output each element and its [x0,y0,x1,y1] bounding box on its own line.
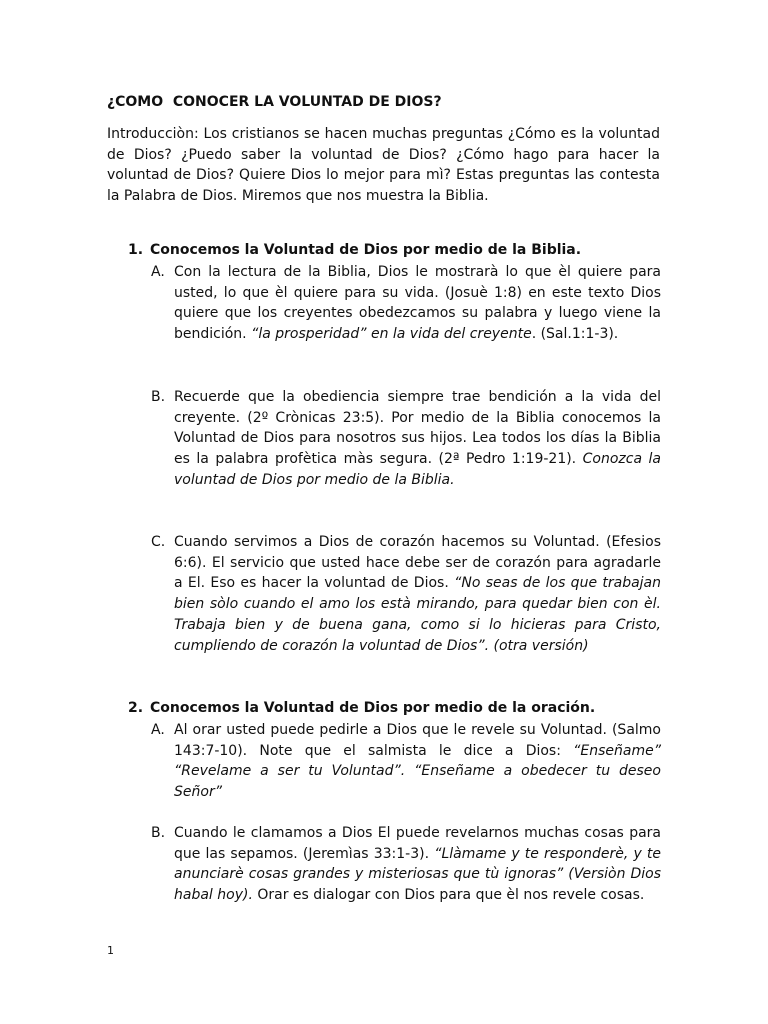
item-letter: A. [151,264,165,280]
item-body [174,823,661,906]
item-text: Recuerde que la obediencia siempre trae bendición a la vida del creyente. (2º Crònicas 23:5). Por medio de la Biblia conocemos la Voluntad de Dios para nosotros sus hijos. Lea todos los días la Biblia es la palabra profètica màs segura. (2ª Pedro 1:19-21). [174,389,661,468]
item-text-after: . (Sal.1:1-3). [531,326,619,343]
item-quote: Conozca la voluntad de Dios por medio de la Biblia. [174,451,661,488]
section-number: 2. [128,700,144,716]
item-body [174,387,661,491]
intro-paragraph [107,124,660,207]
item-text: Cuando le clamamos a Dios El puede revelarnos muchas cosas para que las sepamos. (Jeremìas 33:1-3). [174,825,661,862]
item-body [174,532,661,656]
item-text: Con la lectura de la Biblia, Dios le mostrarà lo que èl quiere para usted, lo que èl quiere para su vida. (Josuè 1:8) en este texto Dios quiere que los creyentes obedezcamos su palabra y luego viene la bendición. [174,264,661,343]
item-letter: B. [151,389,166,405]
intro-label: Introducciòn: [107,126,199,142]
page-number: 1 [107,944,114,957]
section-heading-text: Conocemos la Voluntad de Dios por medio de la Biblia. [150,242,582,258]
item-letter: C. [151,534,166,550]
intro-text: Los cristianos se hacen muchas preguntas ¿Cómo es la voluntad de Dios? ¿Puedo saber la voluntad de Dios? ¿Cómo hago para hacer la voluntad de Dios? Quiere Dios lo mejor para mì? Estas preguntas las contesta la Palabra de Dios. Miremos que nos muestra la Biblia. [107,126,660,205]
item-quote: “Llàmame y te responderè, y te anunciarè cosas grandes y misteriosas que tù ignoras” (Versiòn Dios habal hoy). [174,845,662,904]
item-body [174,720,661,803]
section-2-item-a [151,720,661,803]
item-letter: B. [151,825,166,841]
item-text-after: Orar es dialogar con Dios para que èl nos revele cosas. [252,887,645,904]
item-letter: A. [151,722,165,738]
section-number: 1. [128,242,144,258]
section-1-heading [128,240,668,260]
page-title: ¿COMO CONOCER LA VOLUNTAD DE DIOS? [107,94,442,110]
section-2-item-b [151,823,661,906]
section-1-item-a [151,262,661,345]
item-text: Al orar usted puede pedirle a Dios que le revele su Voluntad. (Salmo 143:7-10). Note que el salmista le dice a Dios: [174,722,661,759]
item-quote: “No seas de los que trabajan bien sòlo cuando el amo los està mirando, para quedar bien con èl. Trabaja bien y de buena gana, como si lo hicieras para Cristo, cumpliendo de corazón la voluntad de Dios”. (otra versión) [174,575,661,654]
item-body [174,262,661,345]
item-text: Cuando servimos a Dios de corazón hacemos su Voluntad. (Efesios 6:6). El servicio que usted hace debe ser de corazón para agradarle a El. Eso es hacer la voluntad de Dios. [174,534,661,592]
item-quote: “la prosperidad” en la vida del creyente [251,326,532,343]
section-2-heading [128,698,668,718]
item-quote: “Enseñame” “Revelame a ser tu Voluntad”. “Enseñame a obedecer tu deseo Señor” [174,742,661,801]
section-heading-text: Conocemos la Voluntad de Dios por medio de la oración. [150,700,596,716]
section-1-item-b [151,387,661,491]
section-1-item-c [151,532,661,656]
